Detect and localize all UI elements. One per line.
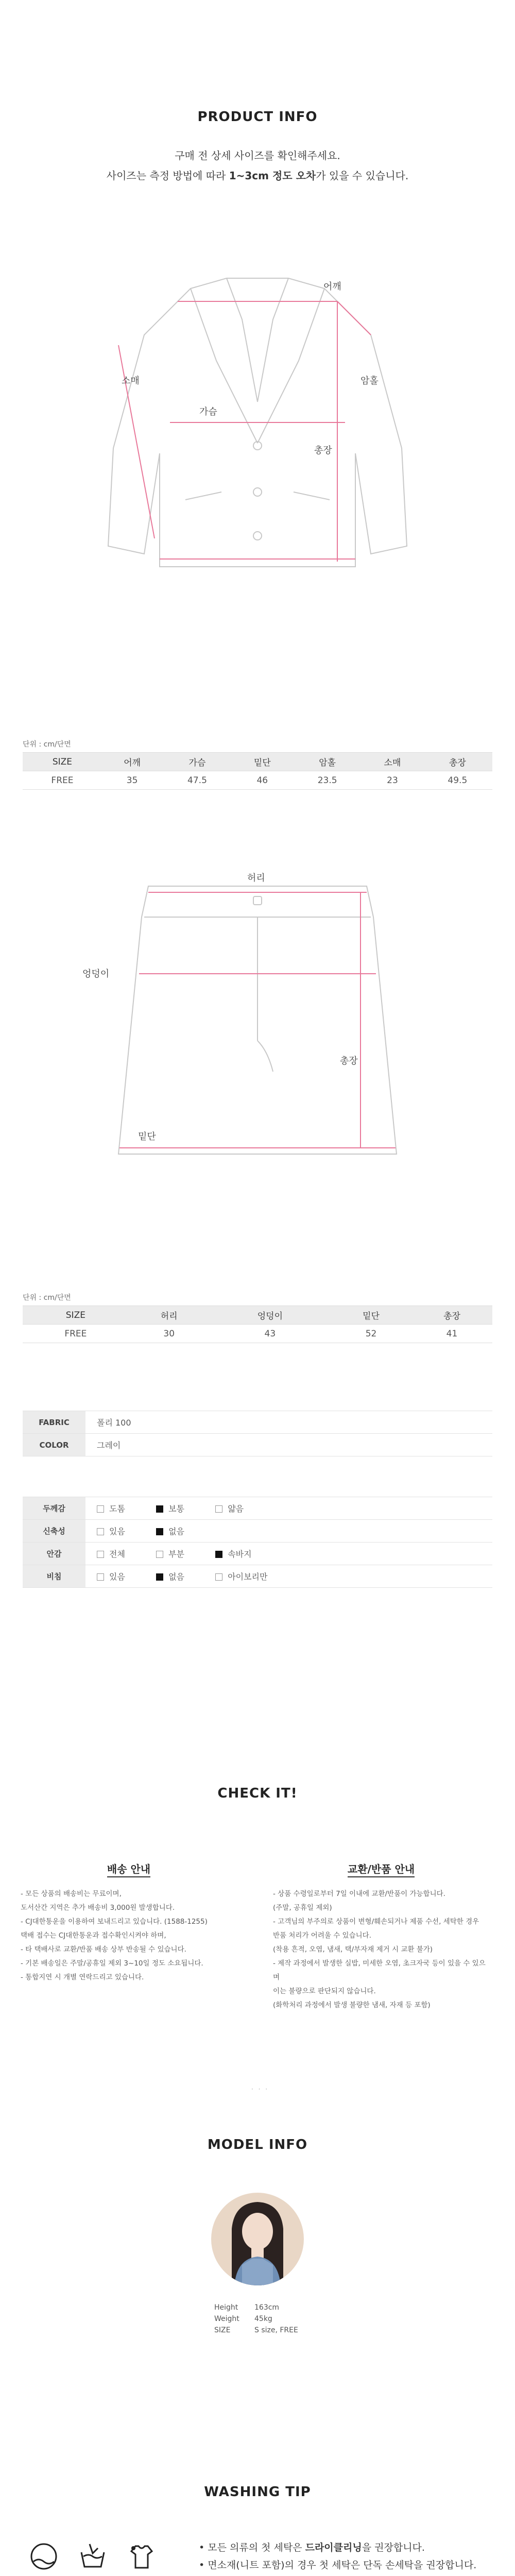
jacket-th: 어깨 — [102, 753, 162, 771]
attr-option-label: 아이보리만 — [228, 1572, 268, 1582]
separate-wash-icon — [126, 2541, 157, 2572]
jacket-th: 암홀 — [293, 753, 362, 771]
washing-icon-item — [70, 2541, 116, 2576]
attr-option-label: 도톰 — [109, 1504, 125, 1514]
checkbox-icon — [156, 1551, 163, 1558]
attr-option-label: 있음 — [109, 1572, 125, 1582]
attr-option — [215, 1502, 272, 1514]
label-armhole: 암홀 — [360, 376, 379, 386]
jacket-th: 가슴 — [162, 753, 232, 771]
color-label: COLOR — [23, 1434, 85, 1456]
washing-note-bold: 드라이클리닝 — [305, 2542, 362, 2553]
table-row — [23, 1565, 492, 1588]
checkbox-icon — [215, 1505, 222, 1513]
intro-line-2 — [0, 167, 515, 182]
model-photo — [211, 2193, 304, 2285]
model-detail-row — [214, 2302, 298, 2313]
skirt-th: 엉덩이 — [210, 1306, 331, 1325]
checkbox-icon — [97, 1505, 104, 1513]
attr-option — [215, 1570, 272, 1582]
model-detail-row — [214, 2325, 298, 2336]
checkbox-icon — [97, 1573, 104, 1581]
exchange-line: - 제작 과정에서 발생한 실밥, 미세한 오염, 초크자국 등이 있을 수 있으며 — [273, 1959, 486, 1981]
exchange-line: (착용 흔적, 오염, 냄새, 택/부자재 제거 시 교환 불가) — [273, 1945, 433, 1954]
hand-wash-icon — [77, 2541, 108, 2572]
jacket-th: SIZE — [23, 753, 102, 771]
jacket-td: 46 — [232, 771, 293, 790]
skirt-th: 총장 — [411, 1306, 492, 1325]
jacket-unit: 단위 : cm/단면 — [23, 740, 71, 749]
washing-note: • 면소재(니트 포함)의 경우 첫 세탁은 단독 손세탁을 권장합니다. — [199, 2560, 477, 2571]
checkbox-icon — [215, 1573, 222, 1581]
washing-icon-item — [118, 2541, 165, 2576]
shipping-line: - 기본 배송일은 주말/공휴일 제외 3~10일 정도 소요됩니다. — [21, 1959, 203, 1968]
label-sleeve: 소매 — [122, 376, 140, 386]
attribute-table — [23, 1497, 492, 1588]
checkbox-icon — [215, 1551, 222, 1558]
shipping-line: - CJ대한통운을 이용하여 보내드리고 있습니다. (1588-1255) — [21, 1918, 208, 1926]
model-detail-value: S size, FREE — [254, 2326, 298, 2334]
exchange-line: (화학처리 과정에서 발생 불량한 냄새, 자재 등 포함) — [273, 2001, 431, 2009]
attr-option — [97, 1525, 153, 1537]
attr-options — [85, 1543, 492, 1565]
exchange-line: 이는 불량으로 판단되지 않습니다. — [273, 1987, 376, 1995]
product-info-section — [0, 109, 515, 182]
exchange-line: - 상품 수령일로부터 7일 이내에 교환/반품이 가능합니다. — [273, 1890, 445, 1898]
checkbox-icon — [97, 1551, 104, 1558]
dry-clean-icon — [28, 2541, 59, 2572]
jacket-td: FREE — [23, 771, 102, 790]
model-detail-value: 163cm — [254, 2303, 280, 2312]
attr-label: 신축성 — [23, 1520, 85, 1543]
jacket-size-table-wrap — [0, 739, 515, 790]
attr-options — [85, 1497, 492, 1520]
attr-option — [97, 1570, 153, 1582]
attr-options — [85, 1565, 492, 1588]
skirt-td: 52 — [331, 1325, 411, 1343]
model-detail-key: SIZE — [214, 2326, 231, 2334]
model-detail-key: Weight — [214, 2315, 239, 2323]
table-row — [23, 1497, 492, 1520]
skirt-size-table — [23, 1306, 492, 1343]
jacket-th: 소매 — [362, 753, 422, 771]
jacket-th: 밑단 — [232, 753, 293, 771]
washing-icons — [21, 2541, 165, 2576]
attr-option — [156, 1502, 213, 1514]
color-value: 그레이 — [85, 1434, 492, 1456]
checkbox-icon — [156, 1505, 163, 1513]
shipping-line: 택배 접수는 CJ대한통운과 접수확인시켜야 하며, — [21, 1931, 166, 1940]
attr-option-label: 없음 — [168, 1527, 185, 1536]
washing-tip-title: WASHING TIP — [204, 2484, 311, 2500]
intro-line-2-post: 가 있을 수 있습니다. — [316, 170, 409, 182]
jacket-diagram — [0, 258, 515, 577]
attr-option-label: 부분 — [168, 1549, 185, 1559]
attr-option — [97, 1502, 153, 1514]
washing-icon-item — [21, 2541, 67, 2576]
jacket-td: 49.5 — [423, 771, 492, 790]
jacket-table-header — [23, 753, 492, 771]
jacket-td: 23 — [362, 771, 422, 790]
skirt-td: FREE — [23, 1325, 129, 1343]
attr-option-label: 속바지 — [228, 1549, 252, 1559]
shipping-line: - 통합지연 시 개별 연락드리고 있습니다. — [21, 1973, 144, 1981]
model-detail-key: Height — [214, 2303, 238, 2312]
skirt-table-header — [23, 1306, 492, 1325]
table-row — [23, 1520, 492, 1543]
table-row — [23, 1325, 492, 1343]
jacket-th: 총장 — [423, 753, 492, 771]
label-shoulder: 어깨 — [323, 281, 341, 292]
shipping-line: 도서산간 지역은 추가 배송비 3,000원 발생합니다. — [21, 1904, 175, 1912]
exchange-title — [273, 1861, 489, 1876]
washing-note — [199, 2539, 508, 2556]
attr-option-label: 보통 — [168, 1504, 185, 1514]
exchange-title-text: 교환/반품 안내 — [348, 1863, 415, 1877]
washing-note-post: 을 권장합니다. — [362, 2542, 425, 2553]
checkbox-icon — [156, 1573, 163, 1581]
exchange-line: 반품 처리가 어려울 수 있습니다. — [273, 1931, 371, 1940]
label-hip: 엉덩이 — [82, 969, 110, 979]
jacket-td: 47.5 — [162, 771, 232, 790]
fabric-label: FABRIC — [23, 1411, 85, 1434]
skirt-th: 밑단 — [331, 1306, 411, 1325]
model-detail-value: 45kg — [254, 2315, 272, 2323]
skirt-td: 41 — [411, 1325, 492, 1343]
jacket-size-table — [23, 752, 492, 790]
attr-options — [85, 1520, 492, 1543]
label-length: 총장 — [314, 445, 332, 456]
skirt-unit: 단위 : cm/단면 — [23, 1294, 71, 1302]
fabric-value: 폴리 100 — [85, 1411, 492, 1434]
check-it-title: CHECK IT! — [217, 1786, 298, 1801]
jacket-td: 23.5 — [293, 771, 362, 790]
exchange-line: - 고객님의 부주의로 상품이 변형/훼손되거나 제품 수선, 세탁한 경우 — [273, 1918, 479, 1926]
washing-notes — [199, 2539, 508, 2576]
attr-option-label: 얇음 — [228, 1504, 244, 1514]
attr-option — [156, 1548, 213, 1560]
label-length: 총장 — [340, 1056, 358, 1066]
skirt-td: 30 — [129, 1325, 210, 1343]
shipping-title — [21, 1861, 237, 1876]
attr-option-label: 전체 — [109, 1549, 125, 1559]
attr-label: 두께감 — [23, 1497, 85, 1520]
jacket-td: 35 — [102, 771, 162, 790]
intro-line-1: 구매 전 상세 사이즈를 확인해주세요. — [175, 149, 340, 162]
checkbox-icon — [97, 1528, 104, 1535]
checkbox-icon — [156, 1528, 163, 1535]
skirt-diagram — [0, 835, 515, 1170]
washing-note — [199, 2574, 508, 2576]
shipping-line: - 모든 상품의 배송비는 무료이며, — [21, 1890, 122, 1898]
intro-line-2-pre: 사이즈는 측정 방법에 따라 — [106, 170, 229, 182]
label-waist: 허리 — [247, 873, 265, 884]
attr-label: 안감 — [23, 1543, 85, 1565]
label-hem: 밑단 — [138, 1131, 156, 1142]
exchange-info — [273, 1861, 489, 2012]
shipping-line: - 타 택배사로 교환/반품 배송 상부 반송될 수 있습니다. — [21, 1945, 186, 1954]
attr-option-label: 있음 — [109, 1527, 125, 1536]
skirt-td: 43 — [210, 1325, 331, 1343]
product-info-title: PRODUCT INFO — [197, 109, 318, 125]
attr-option — [156, 1525, 213, 1537]
skirt-th: SIZE — [23, 1306, 129, 1325]
model-details — [214, 2302, 298, 2336]
table-row — [23, 1411, 492, 1434]
label-chest: 가슴 — [199, 406, 217, 417]
exchange-line: (주말, 공휴일 제외) — [273, 1904, 332, 1912]
fabric-table — [23, 1411, 492, 1456]
model-detail-row — [214, 2313, 298, 2325]
skirt-th: 허리 — [129, 1306, 210, 1325]
table-row — [23, 771, 492, 790]
attr-option — [97, 1548, 153, 1560]
table-row — [23, 1434, 492, 1456]
attr-label: 비침 — [23, 1565, 85, 1588]
attr-option-label: 없음 — [168, 1572, 185, 1582]
table-row — [23, 1543, 492, 1565]
intro-line-2-bold: 1~3cm 정도 오차 — [229, 170, 316, 182]
shipping-title-text: 배송 안내 — [107, 1863, 150, 1877]
attr-option — [156, 1570, 213, 1582]
washing-note-pre: • 모든 의류의 첫 세탁은 — [199, 2542, 305, 2553]
attr-option — [215, 1548, 272, 1560]
separator-dots: · · · — [251, 2086, 269, 2093]
model-info-title: MODEL INFO — [207, 2137, 308, 2153]
skirt-size-table-wrap — [0, 1292, 515, 1343]
shipping-info — [21, 1861, 237, 1985]
